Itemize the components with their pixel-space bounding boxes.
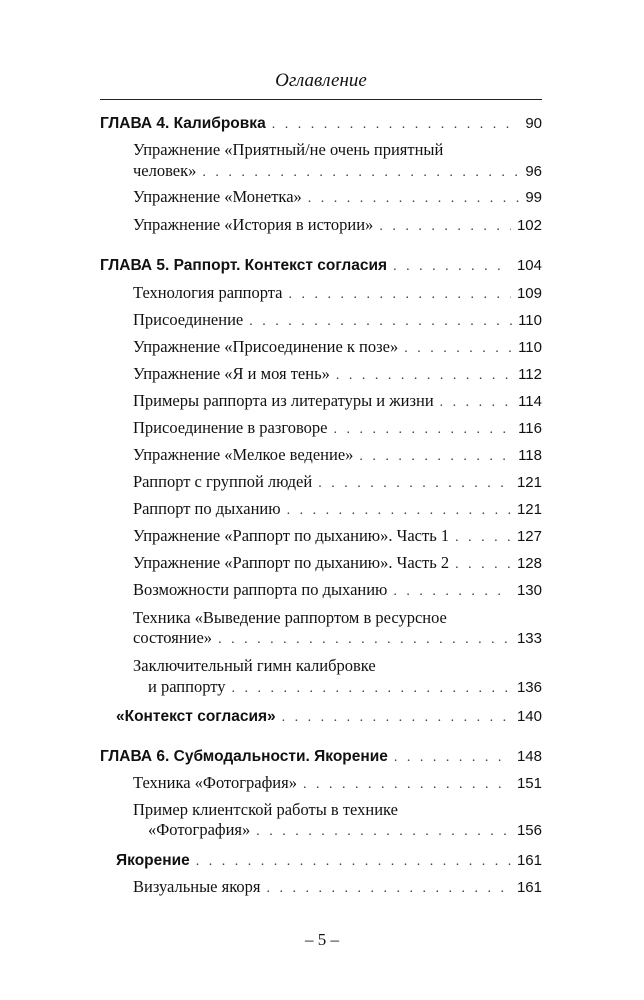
- toc-entry-title: человек»: [133, 161, 197, 180]
- toc-entry[interactable]: [133, 187, 542, 207]
- leader-dots: [394, 750, 511, 766]
- leader-dots: [232, 681, 511, 697]
- toc-entry-page: 161: [516, 852, 542, 869]
- toc-entry-page: 133: [516, 630, 542, 647]
- toc-entry[interactable]: [133, 283, 542, 303]
- toc-entry-section[interactable]: [116, 708, 542, 726]
- toc-entry[interactable]: [148, 820, 542, 840]
- leader-dots: [404, 341, 512, 357]
- toc-entry-page: 140: [516, 708, 542, 725]
- toc-entry-title: ГЛАВА 6. Субмодальности. Якорение: [100, 748, 388, 765]
- leader-dots: [282, 710, 511, 726]
- toc-entry-title: Упражнение «Монетка»: [133, 187, 302, 206]
- toc-entry[interactable]: [133, 499, 542, 519]
- toc-entry-section[interactable]: [116, 852, 542, 870]
- toc-entry-page: 121: [516, 501, 542, 518]
- toc-entry-page: 99: [525, 189, 542, 206]
- toc-entry-page: 121: [516, 474, 542, 491]
- toc-entry-page: 127: [516, 528, 542, 545]
- page-number: – 5 –: [305, 930, 339, 949]
- toc-entry-title: Присоединение: [133, 310, 244, 329]
- toc-entry[interactable]: [133, 526, 542, 546]
- toc-entry-page: 156: [516, 822, 542, 839]
- toc-entry-chapter-4[interactable]: [100, 115, 542, 133]
- leader-dots: [455, 557, 511, 573]
- toc-entry-title: ГЛАВА 4. Калибровка: [100, 115, 266, 132]
- leader-dots: [393, 259, 511, 275]
- leader-dots: [249, 314, 512, 330]
- toc-entry-chapter-5[interactable]: [100, 257, 542, 275]
- toc-entry[interactable]: [133, 418, 542, 438]
- toc-entry-title: Якорение: [116, 852, 190, 869]
- toc-entry-title: и раппорту: [148, 677, 226, 696]
- toc-entry-title: Технология раппорта: [133, 283, 283, 302]
- toc-entry-page: 112: [518, 366, 542, 383]
- toc-entry[interactable]: [133, 877, 542, 897]
- toc-entry[interactable]: [133, 580, 542, 600]
- toc-entry-line[interactable]: Упражнение «Приятный/не очень приятный: [133, 140, 444, 159]
- leader-dots: [359, 449, 512, 465]
- leader-dots: [218, 632, 511, 648]
- toc-entry-page: 151: [516, 775, 542, 792]
- toc-entry-title: Упражнение «Мелкое ведение»: [133, 445, 354, 464]
- toc-entry[interactable]: [133, 773, 542, 793]
- toc-entry-title: Примеры раппорта из литературы и жизни: [133, 391, 434, 410]
- leader-dots: [393, 584, 511, 600]
- toc-entry-title: Упражнение «Присоединение к позе»: [133, 337, 399, 356]
- toc-entry-page: 102: [516, 217, 542, 234]
- toc-entry-page: 136: [516, 679, 542, 696]
- toc-entry[interactable]: [133, 628, 542, 648]
- toc-entry-page: 118: [518, 447, 542, 464]
- toc-entry-title: «Контекст согласия»: [116, 708, 276, 725]
- toc-entry[interactable]: [148, 677, 542, 697]
- toc-entry-page: 109: [516, 285, 542, 302]
- toc-entry-page: 128: [516, 555, 542, 572]
- toc-entry-title: Упражнение «Раппорт по дыханию». Часть 1: [133, 526, 450, 545]
- toc-entry-page: 130: [516, 582, 542, 599]
- toc-entry-title: ГЛАВА 5. Раппорт. Контекст согласия: [100, 257, 388, 274]
- toc-entry[interactable]: [133, 337, 542, 357]
- leader-dots: [272, 117, 520, 133]
- toc-entry-page: 114: [518, 393, 542, 410]
- leader-dots: [336, 368, 512, 384]
- toc-entry-page: 104: [516, 257, 542, 274]
- toc-entry-page: 161: [516, 879, 542, 896]
- toc-entry[interactable]: [133, 472, 542, 492]
- toc-entry-title: Возможности раппорта по дыханию: [133, 580, 388, 599]
- leader-dots: [308, 191, 520, 207]
- toc-entry-title: Упражнение «История в истории»: [133, 215, 374, 234]
- toc-entry[interactable]: [133, 364, 542, 384]
- leader-dots: [318, 476, 511, 492]
- toc-entry-title: состояние»: [133, 628, 213, 647]
- toc-entry-page: 116: [518, 420, 542, 437]
- toc-entry-page: 90: [525, 115, 542, 132]
- leader-dots: [379, 219, 511, 235]
- toc-entry-line[interactable]: Заключительный гимн калибровке: [133, 656, 376, 675]
- leader-dots: [440, 395, 512, 411]
- toc-entry[interactable]: [133, 391, 542, 411]
- toc-entry-page: 110: [518, 339, 542, 356]
- toc-entry-page: 148: [516, 748, 542, 765]
- toc-entry-title: «Фотография»: [148, 820, 251, 839]
- toc-entry-title: Присоединение в разговоре: [133, 418, 328, 437]
- toc-entry-line[interactable]: Пример клиентской работы в технике: [133, 800, 398, 819]
- toc-entry-title: Раппорт по дыханию: [133, 499, 281, 518]
- leader-dots: [289, 287, 511, 303]
- toc-entry-page: 96: [525, 163, 542, 180]
- toc-entry-line[interactable]: Техника «Выведение раппортом в ресурсное: [133, 608, 447, 627]
- leader-dots: [202, 165, 519, 181]
- leader-dots: [196, 854, 511, 870]
- leader-dots: [303, 777, 511, 793]
- page-header: Оглавление: [275, 70, 367, 91]
- toc-entry[interactable]: [133, 553, 542, 573]
- toc-entry-page: 110: [518, 312, 542, 329]
- leader-dots: [267, 881, 511, 897]
- toc-entry[interactable]: [133, 161, 542, 181]
- toc-entry-title: Техника «Фотография»: [133, 773, 297, 792]
- toc-entry-title: Упражнение «Раппорт по дыханию». Часть 2: [133, 553, 450, 572]
- leader-dots: [256, 824, 511, 840]
- leader-dots: [333, 422, 512, 438]
- toc-entry-chapter-6[interactable]: [100, 748, 542, 766]
- toc-entry-title: Визуальные якоря: [133, 877, 261, 896]
- toc-entry-title: Упражнение «Я и моя тень»: [133, 364, 330, 383]
- leader-dots: [287, 503, 511, 519]
- toc-entry[interactable]: [133, 215, 542, 235]
- toc-entry[interactable]: [133, 445, 542, 465]
- leader-dots: [455, 530, 511, 546]
- toc-entry[interactable]: [133, 310, 542, 330]
- toc-entry-title: Раппорт с группой людей: [133, 472, 313, 491]
